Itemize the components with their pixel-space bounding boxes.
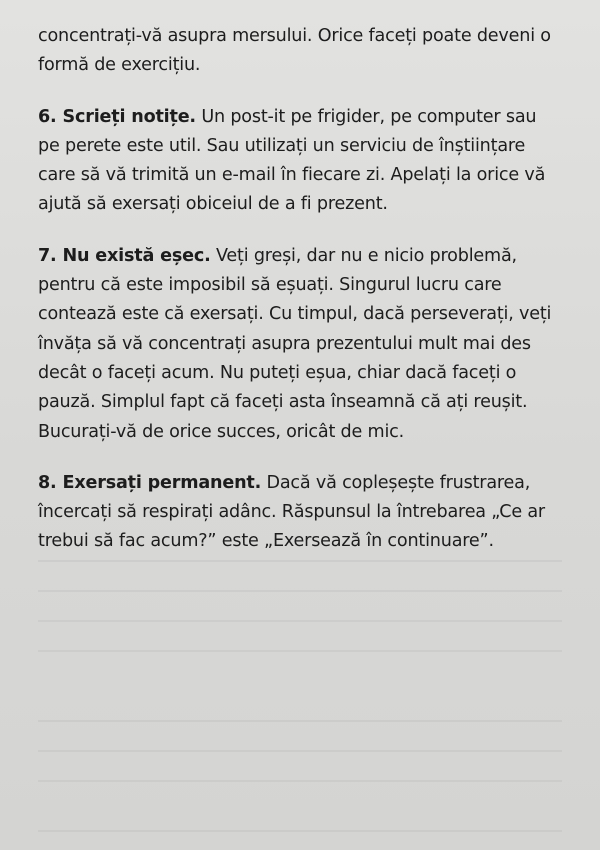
list-item-8 (38, 469, 562, 557)
item-number: 8. (38, 472, 57, 493)
bleed-through-line (38, 720, 562, 722)
item-number: 7. (38, 245, 57, 266)
list-item-6 (38, 103, 562, 220)
bleed-through-line (38, 830, 562, 832)
intro-paragraph: concentrați-vă asupra mersului. Orice faceți poate deveni o formă de exercițiu. (38, 26, 551, 76)
bleed-through-line (38, 780, 562, 782)
item-number: 6. (38, 106, 57, 127)
bleed-through-line (38, 650, 562, 652)
item-title: Nu există eșec. (62, 245, 211, 266)
item-text: Un post-it pe frigider, pe computer sau pe perete este util. Sau utilizați un serviciu de înștiințare care să vă trimită un e-mail în fiecare zi. Apelați la orice vă ajută să exersați obiceiul de a fi prezent. (38, 106, 546, 215)
bleed-through-line (38, 560, 562, 562)
item-text: Veți greși, dar nu e nicio problemă, pentru că este imposibil să eșuați. Singurul lucru care contează este că exersați. Cu timpul, dacă perseverați, veți învăța să vă concentrați asupra prezentului mult mai des decât o faceți acum. Nu puteți eșua, chiar dacă faceți o pauză. Simplul fapt că faceți asta înseamnă că ați reușit. Bucurați-vă de orice succes, oricât de mic. (38, 245, 552, 442)
item-text: Dacă vă copleșește frustrarea, încercați să respirați adânc. Răspunsul la întrebarea „Ce ar trebui să fac acum?” este „Exersează în continuare”. (38, 472, 545, 552)
bleed-through-line (38, 620, 562, 622)
item-title: Exersați permanent. (62, 472, 262, 493)
bleed-through-line (38, 590, 562, 592)
bleed-through-line (38, 750, 562, 752)
list-item-7 (38, 242, 562, 447)
item-title: Scrieți notițe. (62, 106, 196, 127)
